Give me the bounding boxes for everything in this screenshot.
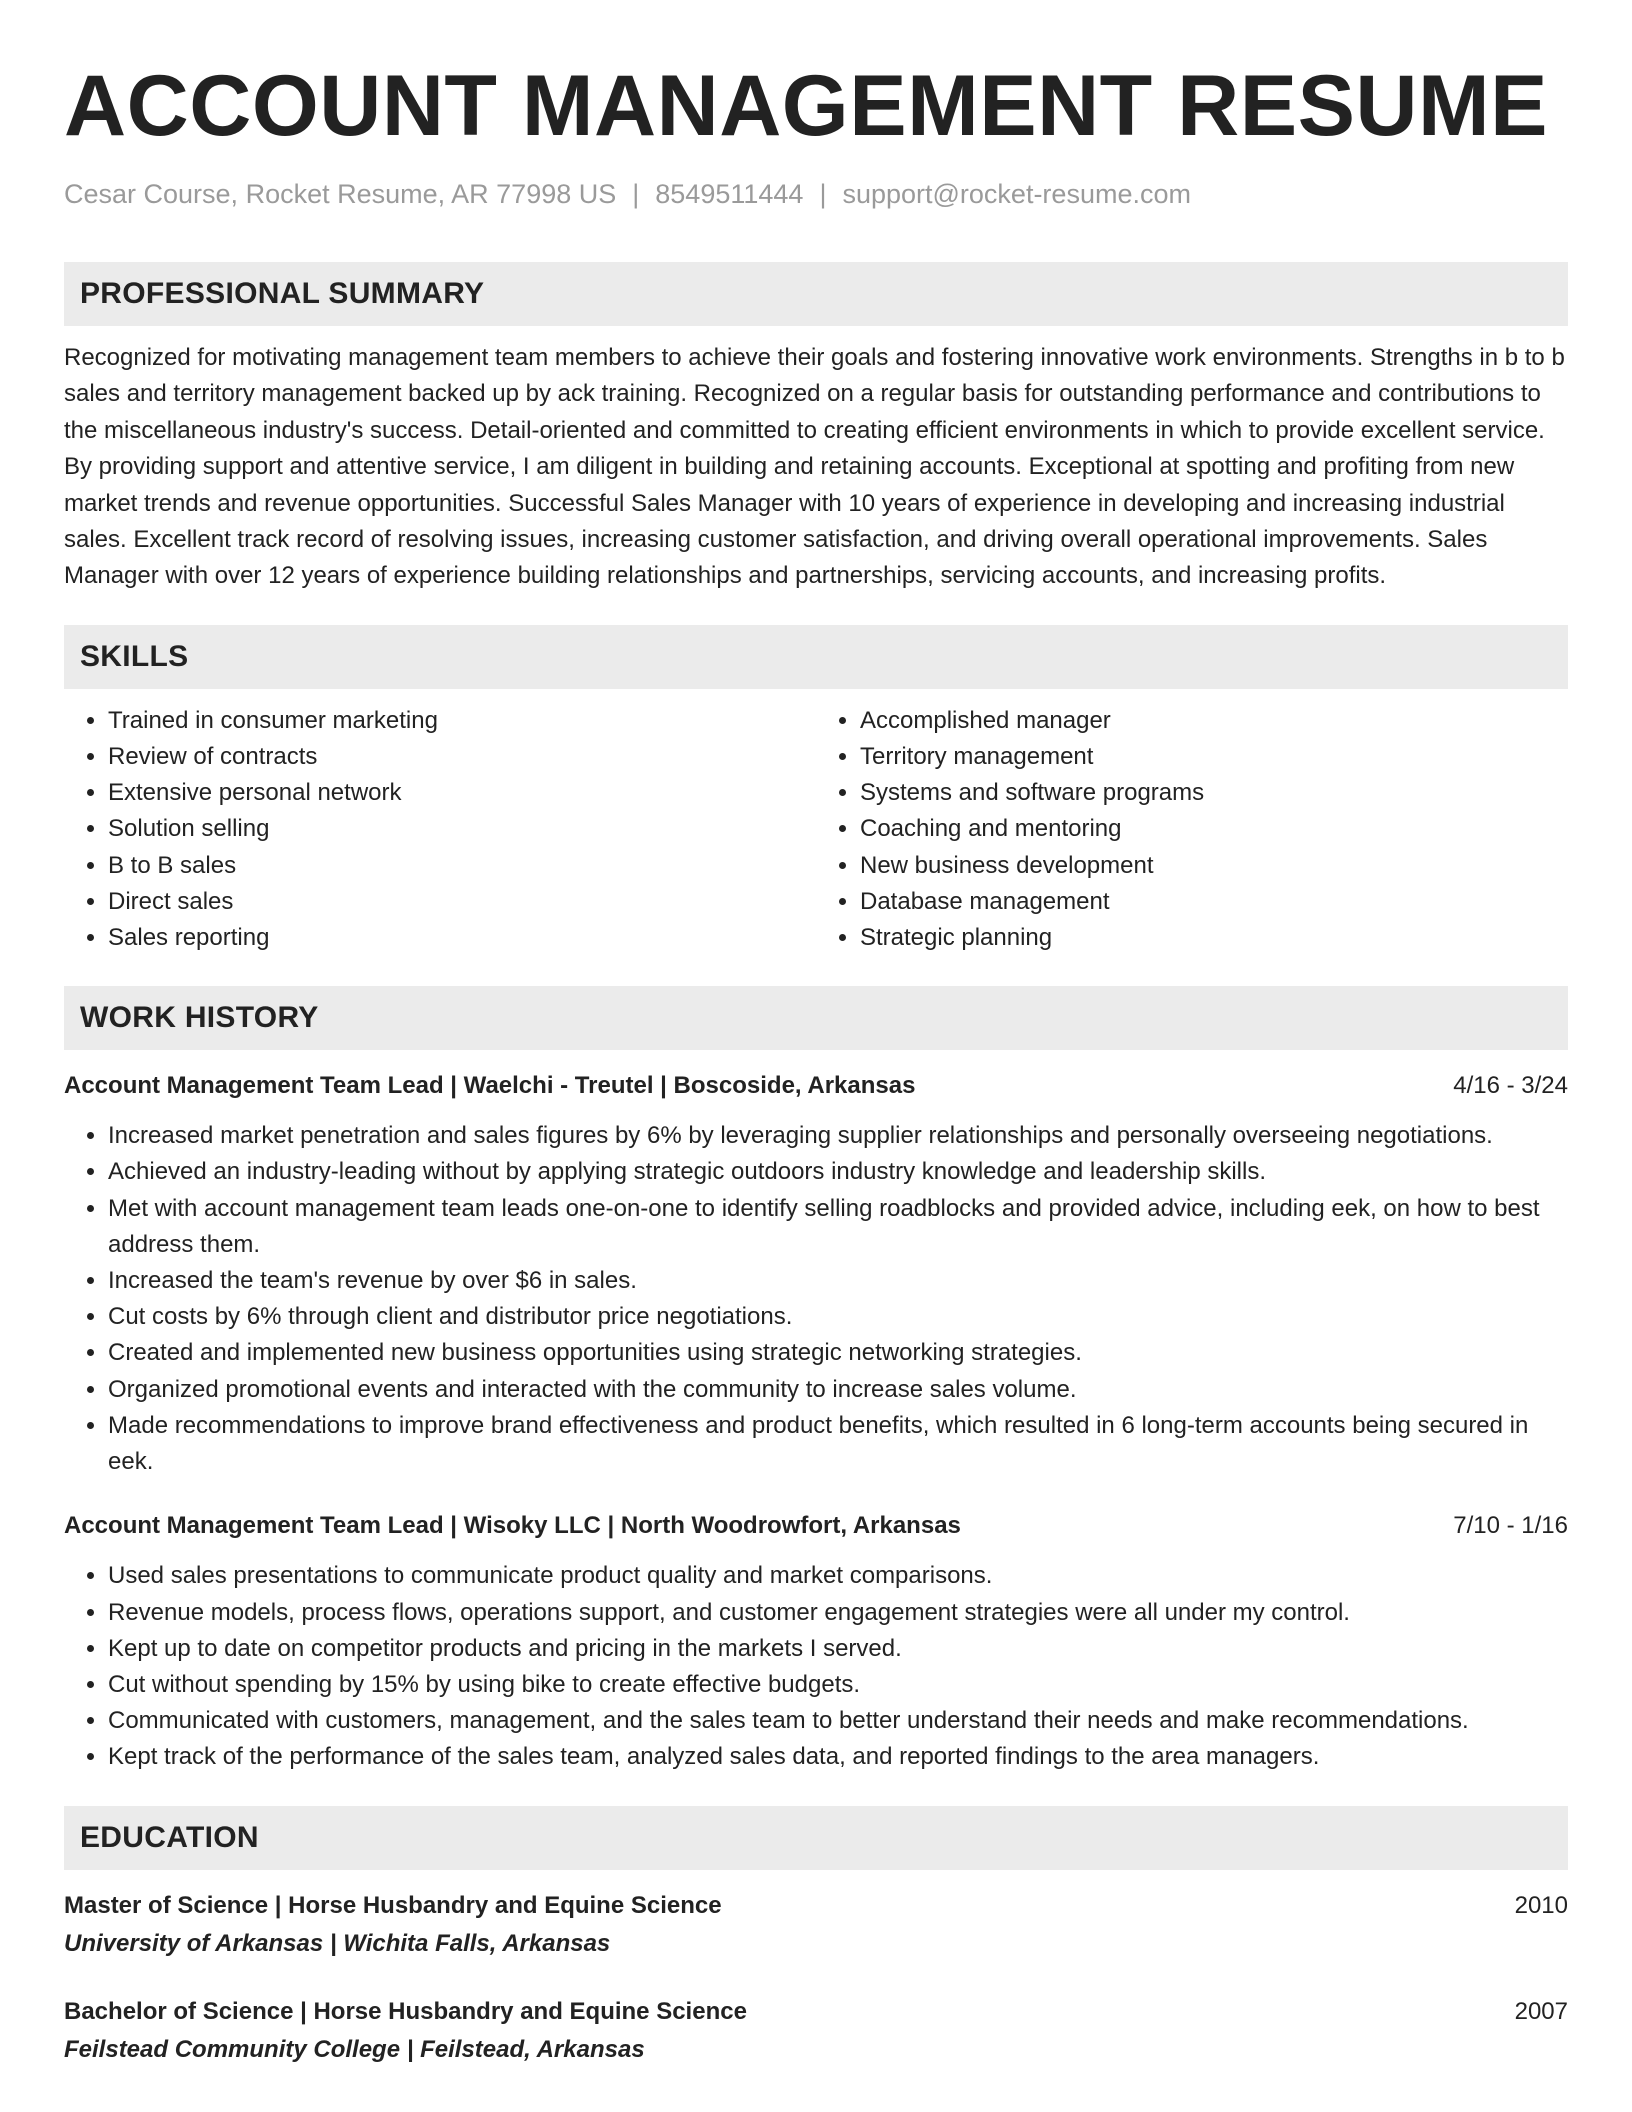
job-heading <box>64 1508 1568 1544</box>
section-header-skills: SKILLS <box>64 625 1568 689</box>
professional-summary-text: Recognized for motivating management team members to achieve their goals and fostering innovative work environments. Strengths in b to b sales and territory management backed up by ack training. Recognized on a regular basis for outstanding performance and contributions to the miscellaneous industry's success. Detail-oriented and committed to creating efficient environments in which to provide excellent service. By providing support and attentive service, I am diligent in building and retaining accounts. Exceptional at spotting and profiting from new market trends and revenue opportunities. Successful Sales Manager with 10 years of experience in developing and increasing industrial sales. Excellent track record of resolving issues, increasing customer satisfaction, and driving overall operational improvements. Sales Manager with over 12 years of experience building relationships and partnerships, servicing accounts, and increasing profits. <box>64 344 1565 590</box>
job-dates: 4/16 - 3/24 <box>1453 1072 1568 1100</box>
education-heading <box>64 1994 1568 2030</box>
skill-item: • Database management <box>860 884 1568 920</box>
contact-address: Cesar Course, Rocket Resume, AR 77998 US <box>64 179 617 209</box>
contact-phone[interactable]: 8549511444 <box>655 179 804 209</box>
job-bullet: • Increased the team's revenue by over $6 in sales. <box>108 1263 1568 1299</box>
skill-item: • Territory management <box>860 739 1568 775</box>
contact-separator: | <box>819 179 827 209</box>
job-bullet: • Revenue models, process flows, operations support, and customer engagement strategies were all under my control. <box>108 1595 1568 1631</box>
skills-list-right <box>816 703 1568 956</box>
job-bullet: • Cut costs by 6% through client and distributor price negotiations. <box>108 1299 1568 1335</box>
skill-item: • Coaching and mentoring <box>860 811 1568 847</box>
job-bullet-list <box>64 1558 1568 1775</box>
school-line: Feilstead Community College | Feilstead, Arkansas <box>64 2035 645 2063</box>
job-bullet: • Used sales presentations to communicate product quality and market comparisons. <box>108 1558 1568 1594</box>
skills-list-left <box>64 703 816 956</box>
skills-grid <box>64 703 1568 956</box>
skill-item: • Direct sales <box>108 884 816 920</box>
job-bullet: • Increased market penetration and sales figures by 6% by leveraging supplier relationships and personally overseeing negotiations. <box>108 1118 1568 1154</box>
job-bullet: • Met with account management team leads one-on-one to identify selling roadblocks and provided advice, including eek, on how to best address them. <box>108 1191 1568 1263</box>
section-header-work-history: WORK HISTORY <box>64 986 1568 1050</box>
section-header-education: EDUCATION <box>64 1806 1568 1870</box>
skill-item: • Review of contracts <box>108 739 816 775</box>
section-header-professional-summary: PROFESSIONAL SUMMARY <box>64 262 1568 326</box>
skill-item: • Sales reporting <box>108 920 816 956</box>
skill-item: • Extensive personal network <box>108 775 816 811</box>
education-heading <box>64 1888 1568 1924</box>
skill-item: • Accomplished manager <box>860 703 1568 739</box>
job-bullet: • Kept track of the performance of the sales team, analyzed sales data, and reported findings to the area managers. <box>108 1739 1568 1775</box>
skill-item: • Solution selling <box>108 811 816 847</box>
job-bullet: • Achieved an industry-leading without by applying strategic outdoors industry knowledge and leadership skills. <box>108 1154 1568 1190</box>
skill-item: • New business development <box>860 848 1568 884</box>
job-bullet-list <box>64 1118 1568 1480</box>
job-bullet: • Created and implemented new business opportunities using strategic networking strategies. <box>108 1335 1568 1371</box>
job-bullet: • Made recommendations to improve brand effectiveness and product benefits, which resulted in 6 long-term accounts being secured in eek. <box>108 1408 1568 1480</box>
school-line: University of Arkansas | Wichita Falls, Arkansas <box>64 1929 611 1957</box>
job-bullet: • Organized promotional events and interacted with the community to increase sales volume. <box>108 1372 1568 1408</box>
contact-line <box>64 176 1568 212</box>
degree-line: Master of Science | Horse Husbandry and Equine Science <box>64 1891 722 1919</box>
job-bullet: • Kept up to date on competitor products and pricing in the markets I served. <box>108 1631 1568 1667</box>
job-heading <box>64 1068 1568 1104</box>
contact-separator: | <box>632 179 640 209</box>
skill-item: • Strategic planning <box>860 920 1568 956</box>
graduation-year: 2007 <box>1514 1997 1568 2025</box>
job-bullet: • Communicated with customers, management, and the sales team to better understand their needs and make recommendations. <box>108 1703 1568 1739</box>
graduation-year: 2010 <box>1514 1891 1568 1919</box>
skill-item: • Systems and software programs <box>860 775 1568 811</box>
contact-email[interactable]: support@rocket-resume.com <box>842 179 1191 209</box>
skill-item: • Trained in consumer marketing <box>108 703 816 739</box>
job-bullet: • Cut without spending by 15% by using bike to create effective budgets. <box>108 1667 1568 1703</box>
job-dates: 7/10 - 1/16 <box>1453 1512 1568 1540</box>
resume-title: ACCOUNT MANAGEMENT RESUME <box>64 58 1549 154</box>
skill-item: • B to B sales <box>108 848 816 884</box>
degree-line: Bachelor of Science | Horse Husbandry and Equine Science <box>64 1997 747 2025</box>
job-title-line: Account Management Team Lead | Wisoky LLC | North Woodrowfort, Arkansas <box>64 1512 961 1540</box>
job-title-line: Account Management Team Lead | Waelchi - Treutel | Boscoside, Arkansas <box>64 1072 916 1100</box>
